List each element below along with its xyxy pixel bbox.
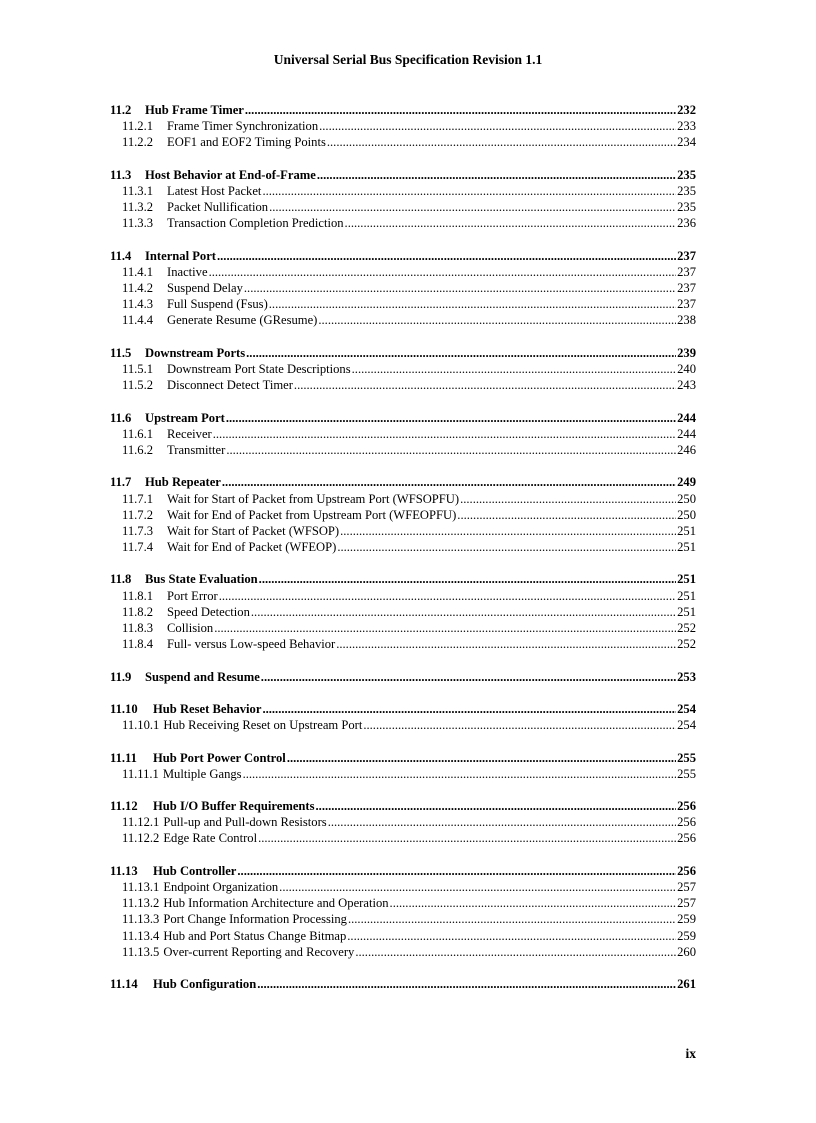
toc-entry-number: 11.13.4 — [122, 928, 160, 943]
toc-entry-title: Downstream Port State Descriptions — [167, 362, 351, 376]
toc-entry-page: 259 — [677, 928, 696, 943]
dot-leader — [269, 199, 676, 215]
toc-entry-title: Transmitter — [167, 442, 226, 457]
toc-section-group — [110, 701, 696, 733]
toc-entry-number: 11.4.2 — [122, 281, 154, 296]
dot-leader — [257, 976, 676, 992]
toc-entry-title: Over-current Reporting and Recovery — [163, 944, 355, 959]
toc-subsection-entry[interactable] — [110, 944, 696, 960]
toc-subsection-entry[interactable] — [110, 620, 696, 636]
dot-leader — [355, 944, 676, 960]
dot-leader — [258, 830, 676, 846]
toc-entry-page: 255 — [677, 766, 696, 781]
toc-subsection-entry[interactable] — [110, 588, 696, 604]
table-of-contents — [110, 102, 696, 1009]
toc-entry-title: Hub Receiving Reset on Upstream Port — [163, 718, 363, 733]
dot-leader — [337, 539, 676, 555]
toc-entry-number: 11.13 — [110, 863, 138, 878]
toc-entry-page: 237 — [677, 248, 696, 263]
toc-subsection-entry[interactable] — [110, 895, 696, 911]
dot-leader — [261, 669, 676, 685]
toc-section-group — [110, 345, 696, 394]
toc-entry-page: 256 — [677, 831, 696, 846]
toc-entry-title: Hub Repeater — [145, 475, 221, 490]
toc-entry-page: 240 — [677, 362, 696, 376]
dot-leader — [348, 911, 676, 927]
toc-entry-number: 11.9 — [110, 669, 132, 684]
toc-entry-title: Transaction Completion Prediction — [167, 216, 344, 231]
toc-section-entry[interactable] — [110, 669, 696, 685]
toc-entry-page: 237 — [677, 264, 696, 279]
toc-entry-page: 261 — [677, 977, 696, 992]
toc-entry-number: 11.2 — [110, 103, 132, 117]
toc-entry-title: Hub Information Architecture and Operation — [163, 896, 389, 911]
toc-subsection-entry[interactable] — [110, 636, 696, 652]
dot-leader — [214, 620, 676, 636]
toc-entry-page: 259 — [677, 912, 696, 927]
toc-section-group — [110, 669, 696, 685]
dot-leader — [259, 571, 676, 587]
toc-entry-title: Full- versus Low-speed Behavior — [167, 637, 336, 652]
toc-entry-title: Hub Controller — [153, 863, 237, 878]
dot-leader — [245, 102, 676, 118]
toc-section-entry[interactable] — [110, 798, 696, 814]
toc-entry-number: 11.7.2 — [122, 507, 154, 522]
dot-leader — [460, 491, 676, 507]
toc-entry-number: 11.13.5 — [122, 944, 160, 959]
toc-section-entry[interactable] — [110, 571, 696, 587]
toc-subsection-entry[interactable] — [110, 523, 696, 539]
toc-entry-number: 11.5.1 — [122, 362, 154, 376]
toc-entry-page: 251 — [677, 540, 696, 555]
toc-entry-title: Inactive — [167, 264, 208, 279]
toc-entry-number: 11.13.2 — [122, 896, 160, 911]
toc-subsection-entry[interactable] — [110, 215, 696, 231]
toc-entry-page: 256 — [677, 815, 696, 830]
dot-leader — [363, 717, 676, 733]
toc-section-entry[interactable] — [110, 750, 696, 766]
dot-leader — [219, 588, 676, 604]
toc-entry-title: Hub Configuration — [153, 977, 257, 992]
toc-entry-number: 11.6.1 — [122, 426, 154, 441]
toc-entry-number: 11.3.3 — [122, 216, 154, 231]
toc-entry-number: 11.12 — [110, 799, 138, 814]
toc-entry-title: Pull-up and Pull-down Resistors — [163, 815, 327, 830]
toc-entry-number: 11.8.4 — [122, 637, 154, 652]
toc-entry-title: EOF1 and EOF2 Timing Points — [167, 135, 326, 150]
toc-subsection-entry[interactable] — [110, 814, 696, 830]
toc-entry-title: Suspend and Resume — [145, 669, 260, 684]
dot-leader — [209, 264, 677, 280]
toc-entry-page: 251 — [677, 588, 696, 603]
toc-entry-number: 11.7 — [110, 475, 132, 490]
toc-subsection-entry[interactable] — [110, 296, 696, 312]
toc-entry-number: 11.11.1 — [122, 766, 159, 781]
toc-subsection-entry[interactable] — [110, 199, 696, 215]
toc-section-entry[interactable] — [110, 345, 696, 361]
dot-leader — [243, 766, 677, 782]
toc-subsection-entry[interactable] — [110, 830, 696, 846]
toc-entry-title: Hub and Port Status Change Bitmap — [163, 928, 347, 943]
toc-entry-page: 249 — [677, 475, 696, 490]
toc-entry-number: 11.10 — [110, 701, 138, 716]
toc-subsection-entry[interactable] — [110, 312, 696, 328]
toc-entry-number: 11.4.3 — [122, 297, 154, 312]
toc-entry-title: Hub I/O Buffer Requirements — [153, 799, 315, 814]
toc-entry-title: Latest Host Packet — [167, 183, 262, 198]
toc-entry-page: 254 — [677, 718, 696, 733]
toc-entry-title: Wait for End of Packet from Upstream Port (WFEOPFU) — [167, 507, 457, 522]
dot-leader — [246, 345, 676, 361]
toc-entry-page: 256 — [677, 863, 696, 878]
toc-subsection-entry[interactable] — [110, 183, 696, 199]
toc-entry-title: Bus State Evaluation — [145, 572, 258, 587]
toc-entry-title: Port Change Information Processing — [163, 912, 347, 927]
toc-entry-page: 252 — [677, 621, 696, 635]
toc-entry-page: 235 — [677, 183, 696, 198]
toc-entry-number: 11.5.2 — [122, 378, 154, 393]
dot-leader — [327, 134, 676, 150]
toc-subsection-entry[interactable] — [110, 118, 696, 134]
dot-leader — [251, 604, 676, 620]
toc-subsection-entry[interactable] — [110, 264, 696, 280]
toc-entry-page: 255 — [677, 750, 696, 765]
toc-entry-title: Receiver — [167, 426, 212, 441]
toc-section-entry[interactable] — [110, 248, 696, 264]
toc-entry-title: Speed Detection — [167, 604, 250, 619]
toc-section-group — [110, 750, 696, 782]
toc-entry-number: 11.3.2 — [122, 200, 154, 215]
toc-entry-page: 250 — [677, 507, 696, 522]
toc-section-entry[interactable] — [110, 701, 696, 717]
toc-entry-page: 253 — [677, 669, 696, 684]
toc-entry-title: Frame Timer Synchronization — [167, 119, 319, 134]
toc-entry-page: 257 — [677, 880, 696, 894]
toc-entry-number: 11.13.1 — [122, 880, 160, 894]
dot-leader — [244, 280, 676, 296]
toc-subsection-entry[interactable] — [110, 604, 696, 620]
dot-leader — [336, 636, 676, 652]
toc-entry-number: 11.4.1 — [122, 264, 154, 279]
toc-section-group — [110, 167, 696, 232]
toc-entry-number: 11.3 — [110, 167, 132, 182]
toc-entry-page: 246 — [677, 442, 696, 457]
toc-section-entry[interactable] — [110, 976, 696, 992]
toc-entry-page: 243 — [677, 378, 696, 393]
toc-entry-title: Wait for Start of Packet from Upstream Port (WFSOPFU) — [167, 491, 460, 506]
toc-entry-title: Endpoint Organization — [163, 880, 279, 894]
toc-entry-page: 260 — [677, 944, 696, 959]
toc-entry-number: 11.12.2 — [122, 831, 160, 846]
dot-leader — [294, 377, 676, 393]
dot-leader — [287, 750, 676, 766]
toc-section-group — [110, 248, 696, 329]
toc-section-group — [110, 410, 696, 459]
toc-section-entry[interactable] — [110, 474, 696, 490]
toc-entry-number: 11.2.1 — [122, 119, 154, 134]
toc-entry-page: 252 — [677, 637, 696, 652]
toc-entry-page: 250 — [677, 491, 696, 506]
dot-leader — [222, 474, 676, 490]
toc-entry-page: 233 — [677, 119, 696, 134]
toc-entry-title: Downstream Ports — [145, 345, 246, 360]
toc-subsection-entry[interactable] — [110, 911, 696, 927]
toc-section-entry[interactable] — [110, 102, 696, 118]
toc-entry-number: 11.8 — [110, 572, 132, 587]
toc-entry-number: 11.8.1 — [122, 588, 154, 603]
toc-entry-page: 251 — [677, 572, 696, 587]
dot-leader — [317, 167, 676, 183]
toc-entry-number: 11.8.3 — [122, 621, 154, 635]
dot-leader — [390, 895, 677, 911]
toc-entry-title: Packet Nullification — [167, 200, 269, 215]
toc-entry-page: 237 — [677, 297, 696, 312]
toc-entry-title: Disconnect Detect Timer — [167, 378, 293, 393]
dot-leader — [328, 814, 676, 830]
toc-entry-title: Hub Frame Timer — [145, 103, 244, 117]
toc-section-group — [110, 102, 696, 151]
dot-leader — [217, 248, 676, 264]
toc-entry-page: 244 — [677, 410, 696, 425]
toc-subsection-entry[interactable] — [110, 361, 696, 377]
toc-entry-number: 11.6.2 — [122, 442, 154, 457]
toc-entry-number: 11.8.2 — [122, 604, 154, 619]
toc-subsection-entry[interactable] — [110, 928, 696, 944]
dot-leader — [345, 215, 677, 231]
toc-section-group — [110, 474, 696, 555]
toc-subsection-entry[interactable] — [110, 377, 696, 393]
dot-leader — [319, 118, 676, 134]
toc-entry-title: Suspend Delay — [167, 281, 243, 296]
dot-leader — [457, 507, 676, 523]
toc-subsection-entry[interactable] — [110, 134, 696, 150]
toc-section-group — [110, 571, 696, 652]
toc-subsection-entry[interactable] — [110, 766, 696, 782]
toc-subsection-entry[interactable] — [110, 539, 696, 555]
dot-leader — [347, 928, 676, 944]
dot-leader — [226, 410, 676, 426]
toc-entry-page: 256 — [677, 799, 696, 814]
toc-subsection-entry[interactable] — [110, 280, 696, 296]
toc-entry-number: 11.4.4 — [122, 313, 154, 328]
toc-entry-page: 235 — [677, 200, 696, 215]
toc-entry-title: Port Error — [167, 588, 218, 603]
dot-leader — [269, 296, 676, 312]
toc-entry-title: Host Behavior at End-of-Frame — [145, 167, 316, 182]
toc-subsection-entry[interactable] — [110, 426, 696, 442]
toc-entry-title: Multiple Gangs — [162, 766, 242, 781]
running-header: Universal Serial Bus Specification Revision 1.1 — [273, 52, 543, 67]
toc-entry-number: 11.3.1 — [122, 183, 154, 198]
dot-leader — [316, 798, 677, 814]
toc-entry-page: 232 — [677, 103, 696, 117]
toc-section-entry[interactable] — [110, 863, 696, 879]
toc-entry-page: 244 — [677, 426, 696, 441]
dot-leader — [237, 863, 676, 879]
toc-subsection-entry[interactable] — [110, 491, 696, 507]
toc-entry-page: 238 — [677, 313, 696, 328]
toc-section-group — [110, 976, 696, 992]
toc-section-group — [110, 863, 696, 960]
toc-entry-page: 235 — [677, 167, 696, 182]
toc-entry-number: 11.11 — [110, 750, 137, 765]
toc-section-entry[interactable] — [110, 167, 696, 183]
toc-entry-title: Edge Rate Control — [163, 831, 258, 846]
dot-leader — [213, 426, 676, 442]
toc-entry-page: 239 — [677, 345, 696, 360]
toc-entry-title: Hub Reset Behavior — [153, 701, 262, 716]
toc-subsection-entry[interactable] — [110, 442, 696, 458]
toc-entry-page: 234 — [677, 135, 696, 150]
toc-entry-page: 236 — [677, 216, 696, 231]
toc-entry-title: Hub Port Power Control — [153, 750, 286, 765]
toc-section-entry[interactable] — [110, 410, 696, 426]
toc-entry-title: Upstream Port — [145, 410, 225, 425]
toc-entry-number: 11.7.4 — [122, 540, 154, 555]
toc-entry-title: Wait for End of Packet (WFEOP) — [167, 540, 337, 555]
toc-entry-page: 237 — [677, 281, 696, 296]
toc-entry-page: 254 — [677, 701, 696, 716]
dot-leader — [226, 442, 676, 458]
toc-entry-number: 11.6 — [110, 410, 132, 425]
toc-entry-number: 11.12.1 — [122, 815, 160, 830]
toc-entry-title: Collision — [167, 621, 214, 635]
toc-entry-page: 257 — [677, 896, 696, 911]
toc-entry-number: 11.7.3 — [122, 523, 154, 538]
toc-entry-number: 11.4 — [110, 248, 132, 263]
toc-subsection-entry[interactable] — [110, 717, 696, 733]
toc-section-group — [110, 798, 696, 847]
toc-subsection-entry[interactable] — [110, 879, 696, 895]
dot-leader — [352, 361, 676, 377]
toc-entry-page: 251 — [677, 604, 696, 619]
toc-entry-number: 11.14 — [110, 977, 138, 992]
toc-entry-number: 11.10.1 — [122, 718, 160, 733]
dot-leader — [262, 701, 676, 717]
dot-leader — [340, 523, 676, 539]
dot-leader — [262, 183, 676, 199]
toc-entry-title: Wait for Start of Packet (WFSOP) — [167, 523, 340, 538]
toc-entry-number: 11.7.1 — [122, 491, 154, 506]
toc-entry-title: Full Suspend (Fsus) — [167, 297, 268, 312]
toc-entry-number: 11.2.2 — [122, 135, 154, 150]
toc-entry-number: 11.5 — [110, 345, 132, 360]
toc-entry-page: 251 — [677, 523, 696, 538]
dot-leader — [279, 879, 676, 895]
dot-leader — [318, 312, 676, 328]
toc-subsection-entry[interactable] — [110, 507, 696, 523]
toc-entry-title: Generate Resume (GResume) — [167, 313, 318, 328]
toc-entry-number: 11.13.3 — [122, 912, 160, 927]
page-number: ix — [685, 1046, 696, 1061]
toc-entry-title: Internal Port — [145, 248, 216, 263]
